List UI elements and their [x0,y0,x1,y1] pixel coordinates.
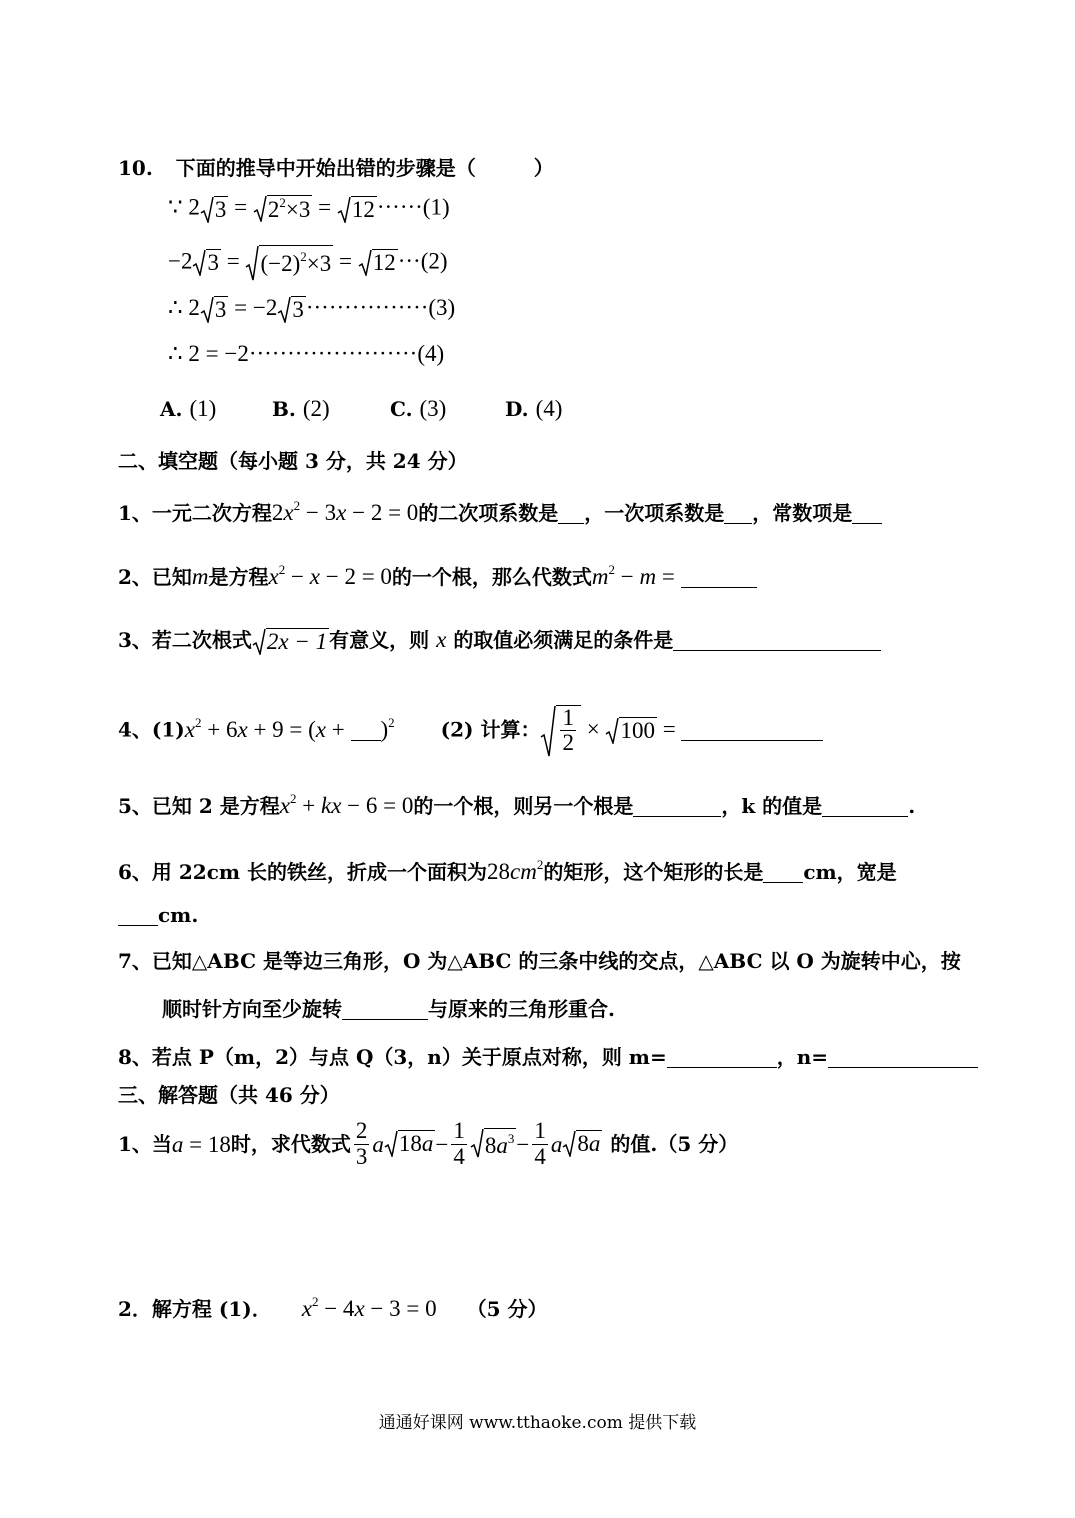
option-d-letter: D. [505,397,529,421]
s2q2-m2: m [591,564,609,589]
s2q5-text-c: ，k 的值是 [721,794,823,818]
step1-radical-b [253,195,312,223]
q10-option-b[interactable] [272,396,330,422]
s2q2-text-c: 的一个根，那么代数式 [391,565,592,589]
s2q4-radical-100 [605,717,657,744]
s2-q7-line2 [162,999,615,1020]
step3-radical-b [277,296,306,323]
s3q2-text-b: （5 分） [466,1297,548,1321]
s2q4-blank-2[interactable] [681,722,823,741]
page-footer: 通通好课网 www.tthaoke.com 提供下载 [378,1413,697,1433]
s3q1-radicand-1: 18 [398,1131,422,1157]
s3q2-eq-c: − 3 = 0 [364,1296,437,1321]
s2q5-text-d: . [908,794,916,818]
s3q1-radical-2: $8a^3$ [470,1128,517,1159]
s3q1-frac2-num: 1 [453,1118,465,1144]
s2q6-unit: cm [510,859,537,884]
s2q6-text-b: 的矩形，这个矩形的长是 [543,860,764,884]
s3q1-radical-3: 8a [562,1130,602,1157]
s2q1-text-c: ，一次项系数是 [584,501,725,525]
step3-prefix: ∴ 2 [168,295,200,320]
s2q2-eq-a: − [285,564,310,589]
step3-radical-a [200,296,229,323]
step2-prefix: −2 [168,248,193,274]
s2q4-eq-a: + 6 [201,716,238,742]
s2q1-text-b: 的二次项系数是 [418,501,559,525]
step1-prefix: ∵ 2 [168,194,200,220]
s2q8-blank-1[interactable] [667,1049,777,1068]
step1-radical-c [337,196,377,223]
s2-q3 [118,628,881,655]
s3q1-text-c: 的值.（5 分） [610,1132,739,1156]
s2q5-text-a: 5、已知 2 是方程 [118,794,280,818]
s3q2-x2: x [354,1296,365,1321]
option-b-value: (2) [302,396,330,421]
option-b-letter: B. [272,397,296,421]
step1-radical-a [200,196,229,223]
s2q4-radicand: 100 [620,718,655,744]
option-c-letter: C. [390,397,413,421]
s2q2-eq-b: − 2 = 0 [319,564,392,589]
s2q4-x2: x [237,716,248,742]
s3-q1: 1、当 a = 18 时，求代数式 $\frac{2}{3}$ a 18a − $\frac{1}{4}$ $8a^3$ − $\frac{1}{4}$ a 8a 的值.（5 分） [118,1118,739,1169]
section3-heading: 三、解答题（共 46 分） [118,1083,340,1107]
s2q1-blank-1[interactable] [558,505,584,524]
s2q1-text-d: ，常数项是 [752,501,853,525]
s3q1-minus-1: − [435,1131,449,1157]
s2q4-text-a: 4、(1) [118,717,185,742]
s2q2-m3: m [639,564,657,589]
s2q3-radicand: 2x − 1 [266,629,328,654]
s3q1-frac1-num: 2 [355,1118,368,1144]
s2q1-text-a: 1、一元二次方程 [118,501,272,525]
s2q2-eq-c: − [615,564,640,589]
s2q4-eq-c: + [326,716,351,742]
s3q1-frac1-den: 3 [355,1143,368,1169]
q10-stem-text: 下面的推导中开始出错的步骤是（ [175,156,476,180]
s3q1-text-a: 1、当 [118,1132,172,1156]
s2q4-frac-num: 1 [562,705,574,730]
step3-radicand-b: 3 [292,297,304,322]
option-c-value: (3) [419,396,447,421]
step3-eq1: = −2 [228,295,278,320]
s2q2-exp2: 2 [608,562,616,577]
s3q1-frac2-den: 4 [453,1143,465,1169]
s2-q4 [118,705,823,757]
s2q6-exp: 2 [536,857,544,872]
s2q6-blank-1[interactable] [763,864,803,883]
s2q2-eq-d: = [656,564,681,589]
s2q6-text-c: cm，宽是 [803,860,897,884]
s2q8-text-b: ，n= [776,1045,829,1069]
s2q6-blank-2[interactable] [118,907,158,926]
option-d-value: (4) [535,396,563,421]
step2-eq2: = [333,248,358,274]
s2q2-exp1: 2 [278,562,286,577]
step3-radicand-a: 3 [214,297,227,322]
q10-step-4: ∴ 2 = −2······················(4) [168,341,445,366]
step2-radical-b [245,245,333,281]
s2q8-blank-2[interactable] [828,1049,978,1068]
s2q6-text-a: 6、用 22cm 长的铁丝，折成一个面积为 [118,860,488,884]
s2q5-k: k [320,793,332,818]
s2q4-eq-d: ) [380,716,389,742]
step2-radicand-a: 3 [207,250,219,276]
q10-step-1 [168,195,450,223]
s2-q8 [118,1047,978,1068]
s2q7-text-b: 顺时针方向至少旋转 [162,997,342,1021]
step1-radicand-b-rest: ×3 [285,197,311,222]
s3q1-text-b: 时，求代数式 [230,1132,351,1156]
s2q4-times: × [580,716,606,742]
s2-q2 [118,563,757,588]
s2q7-text-c: 与原来的三角形重合. [428,997,615,1021]
s2q5-blank-2[interactable] [822,798,908,817]
s2-q6-cont [118,905,198,926]
option-a-value: (1) [189,396,217,421]
q10-option-a[interactable] [160,396,216,422]
q10-stem-close: ） [533,156,554,180]
s2q3-text-a: 3、若二次根式 [118,628,252,653]
s2q4-exp1: 2 [194,714,202,730]
s3q2-eq-b: − 4 [318,1296,355,1321]
q10-step-3 [168,296,455,323]
s2-q6 [118,858,897,883]
s2q2-x1: x [268,564,279,589]
s2q8-text-a: 8、若点 P（m，2）与点 Q（3，n）关于原点对称，则 m= [118,1045,667,1069]
s2q1-x: x [283,500,294,525]
s2q2-x2: x [309,564,320,589]
s2q1-x2: x [336,500,347,525]
s2q3-blank[interactable] [673,632,881,651]
s2-q7-line1: 7、已知△ABC 是等边三角形，O 为△ABC 的三条中线的交点，△ABC 以 O 为旋转中心，按 [118,949,961,973]
s2q5-eq-a: + [296,793,321,818]
s2q1-blank-3[interactable] [852,505,882,524]
step2-radical-c [358,249,398,276]
s2q1-eq-b: − 3 [300,500,337,525]
step1-radicand-a: 3 [214,196,227,222]
q10-option-d[interactable] [505,396,562,422]
s3q1-cond: = 18 [183,1131,231,1157]
q10-number: 10. [118,156,153,180]
s3-q2 [118,1295,548,1320]
step2-radicand-b-rest: ×3 [306,251,332,276]
s2q4-exp2: 2 [388,714,395,730]
step2-radicand-c: 12 [372,250,396,276]
s3q1-radicand-3: 8 [577,1131,589,1157]
option-a-letter: A. [160,397,183,421]
s2q4-x3: x [315,716,327,742]
s3q2-exp: 2 [311,1294,319,1309]
s2q4-text-b: (2) 计算： [440,717,541,742]
step1-radicand-c: 12 [351,196,375,222]
s2q4-eq-b: + 9 = ( [247,716,316,742]
s2q5-blank-1[interactable] [633,798,721,817]
s3q1-frac3-num: 1 [534,1118,546,1144]
s3q1-radicand-2: 8 [484,1133,497,1159]
s2q1-exp: 2 [293,498,301,513]
s2q2-text-a: 2、已知 [118,565,192,589]
s2q6-text-d: cm. [158,903,199,927]
s2q6-value: 28 [487,859,511,884]
section2-heading: 二、填空题（每小题 3 分，共 24 分） [118,449,468,473]
step2-eq1: = [220,248,246,274]
s2q4-radical-frac [540,705,581,757]
s2q4-blank-1[interactable] [351,722,381,741]
s2q5-eq-b: − 6 = 0 [341,793,414,818]
s2q4-x1: x [184,716,195,742]
s3q1-frac3-den: 4 [534,1143,546,1169]
step3-tail: ················(3) [305,295,456,320]
s2q5-x2: x [331,793,342,818]
q10-stem [118,158,554,178]
s3q2-x1: x [301,1296,312,1321]
s2q1-eq-a: 2 [271,500,284,525]
step1-eq2: = [312,194,337,220]
s3q2-text-a: 2．解方程 (1)． [118,1297,272,1321]
s3q1-radical-1: 18a [384,1130,436,1157]
s2q2-m: m [191,564,209,589]
step2-tail: ···(2) [397,248,448,274]
step2-radicand-b-base: (−2) [260,251,301,276]
s2-q5 [118,792,915,817]
s2q7-blank[interactable] [342,1001,428,1020]
s2q1-eq-c: − 2 = 0 [346,500,419,525]
step2-radicand-b-exp: 2 [300,249,307,264]
s2q3-radical [252,628,329,655]
s2q3-x: x [436,627,447,653]
s3q1-minus-2: − [516,1131,530,1157]
s2q1-blank-2[interactable] [724,505,752,524]
step1-radicand-b-exp: 2 [279,195,286,210]
s2q4-eq: = [656,716,682,742]
q10-option-c[interactable] [390,396,446,422]
step1-radicand-b-base: 2 [267,197,280,222]
q10-step-2 [168,245,448,281]
s2q5-x1: x [279,793,290,818]
step1-tail: ······(1) [376,194,450,220]
step2-radical-a [192,249,221,276]
s2q5-exp: 2 [289,791,297,806]
s2q5-text-b: 的一个根，则另一个根是 [413,794,634,818]
step1-eq1: = [228,194,253,220]
s2q4-frac-den: 2 [562,730,574,756]
s2-q1 [118,499,882,524]
s2q3-text-b: 有意义，则 [329,628,430,653]
s2q2-blank[interactable] [681,569,757,588]
s2q3-text-c: 的取值必须满足的条件是 [453,628,674,653]
s2q2-text-b: 是方程 [208,565,269,589]
